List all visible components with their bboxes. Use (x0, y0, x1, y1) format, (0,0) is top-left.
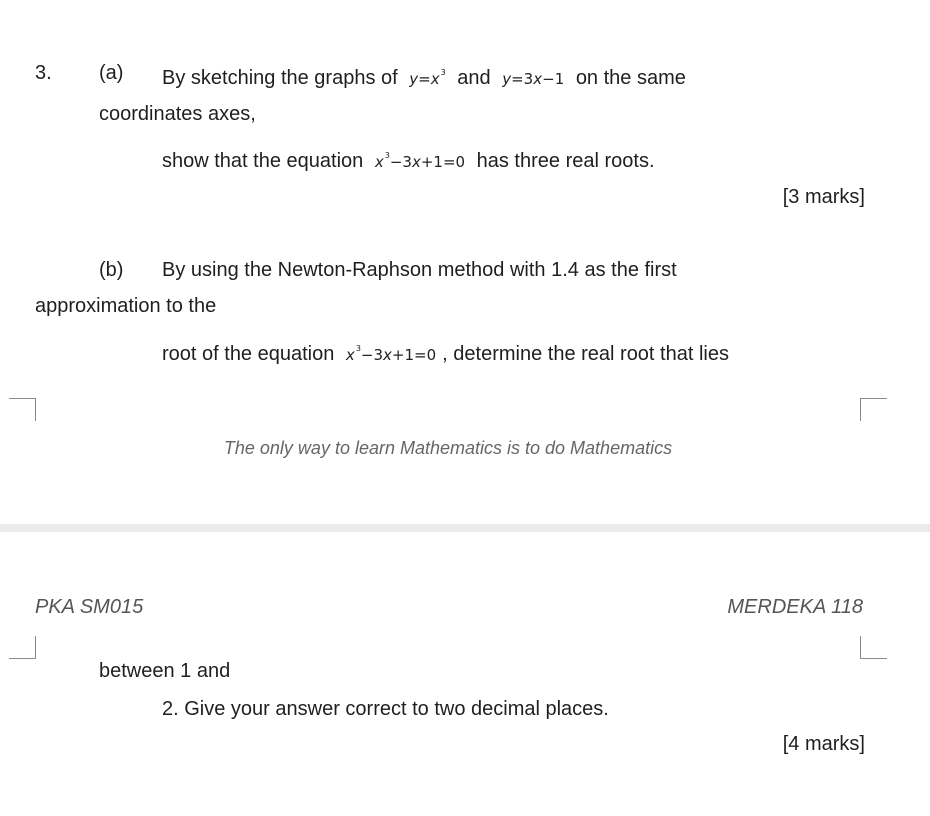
part-b-line-3: root of the equation $x^3-3x+1=0$ , determine the real root that lies (162, 343, 729, 365)
part-a-line-3: show that the equation $x^3-3x+1=0$ has three real roots. (162, 150, 655, 172)
part-a-label: (a) (99, 62, 124, 84)
crop-mark-top-left (9, 636, 36, 659)
equation-y-equals-x-cubed: $y=x^3$ (409, 68, 446, 88)
crop-mark-bottom-left (9, 398, 36, 421)
crop-mark-bottom-right (860, 398, 887, 421)
and-word: and (457, 67, 491, 89)
part-b-line-2: approximation to the (35, 295, 217, 317)
crop-mark-top-right (860, 636, 887, 659)
part-b-line-1: By using the Newton-Raphson method with 1.4 as the first (162, 259, 677, 281)
page-gap (0, 524, 930, 532)
equation-cubic: $x^3-3x+1=0$ (345, 344, 437, 364)
part-b-label: (b) (99, 259, 124, 281)
part-a-marks: [3 marks] (782, 186, 865, 208)
header-left: PKA SM015 (35, 596, 144, 618)
equation-y-equals-3x-minus-1: y=3x−1 (502, 70, 565, 88)
part-a-line-1 (162, 60, 686, 92)
equation-cubic: $x^3-3x+1=0$ (374, 151, 466, 171)
header-right: MERDEKA 118 (727, 596, 863, 618)
page-footer: The only way to learn Mathematics is to do Mathematics (223, 438, 673, 458)
part-b-line-4: between 1 and (99, 660, 231, 682)
question-number: 3. (35, 62, 52, 84)
part-b-line-5: 2. Give your answer correct to two decimal places. (162, 698, 609, 720)
part-a-line-2: coordinates axes, (99, 103, 256, 125)
part-a-text: By sketching the graphs of (162, 67, 398, 89)
part-a-text-end: on the same (575, 67, 686, 89)
part-b-marks: [4 marks] (782, 733, 865, 755)
